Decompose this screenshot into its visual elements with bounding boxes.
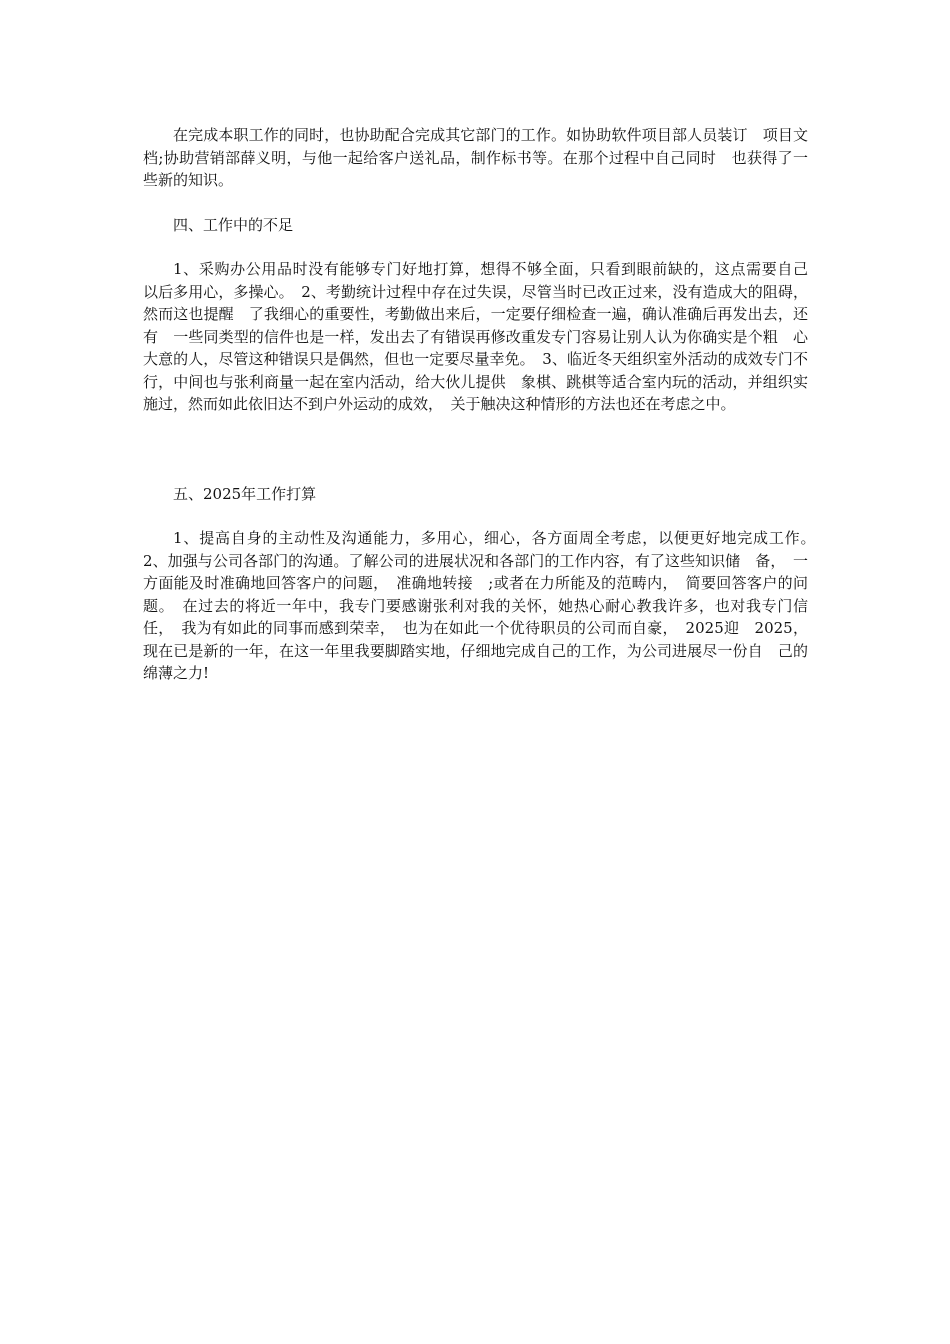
section-heading-shortcomings: 四、工作中的不足 [173, 215, 294, 234]
section-spacer [143, 416, 808, 483]
paragraph-spacer [143, 236, 808, 258]
paragraph-spacer [143, 192, 808, 214]
paragraph-shortcomings: 1、采购办公用品时没有能够专门好地打算，想得不够全面，只看到眼前缺的，这点需要自己 以后多用心，多操心。 2、考勤统计过程中存在过失误，尽管当时已改正过来，没有造成大的阻碍，然而这也提醒 了我细心的重要性，考勤做出来后，一定要仔细检查一遍，确认准确后再发出去，还有 一些同类型的信件也是一样，发出去了有错误再修改重发专门容易让别人认为你确实是个粗 心大意的人，尽管这种错误只是偶然，但也一定要尽量幸免。 3、临近冬天组织室外活动的成效专门不行，中间也与张利商量一起在室内活动，给大伙儿提供 象棋、跳棋等适合室内玩的活动，并组织实施过，然而如此依旧达不到户外运动的成效， 关于触决这种情形的方法也还在考虑之中。 [143, 260, 824, 413]
document-body [143, 124, 824, 685]
paragraph-assist-other-departments: 在完成本职工作的同时，也协助配合完成其它部门的工作。如协助软件项目部人员装订 项目文档;协助营销部薛义明，与他一起给客户送礼品，制作标书等。在那个过程中自己同时 也获得了一些新的知识。 [143, 126, 808, 189]
paragraph-plan: 1、提高自身的主动性及沟通能力，多用心，细心，各方面周全考虑，以便更好地完成工作。 2、加强与公司各部门的沟通。了解公司的进展状况和各部门的工作内容，有了这些知识储 备， 一方面能及时准确地回答客户的问题， 准确地转接 ;或者在力所能及的范畴内， 简要回答客户的问题。 在过去的将近一年中，我专门要感谢张利对我的关怀，她热心耐心教我许多，也对我专门信 任， 我为有如此的同事而感到荣幸， 也为在如此一个优待职员的公司而自豪， 2025迎 2025，现在已是新的一年，在这一年里我要脚踏实地，仔细地完成自己的工作，为公司进展尽一份自 己的绵薄之力! [143, 529, 824, 682]
section-heading-plan: 五、2025年工作打算 [173, 484, 317, 503]
paragraph-spacer [143, 505, 808, 527]
